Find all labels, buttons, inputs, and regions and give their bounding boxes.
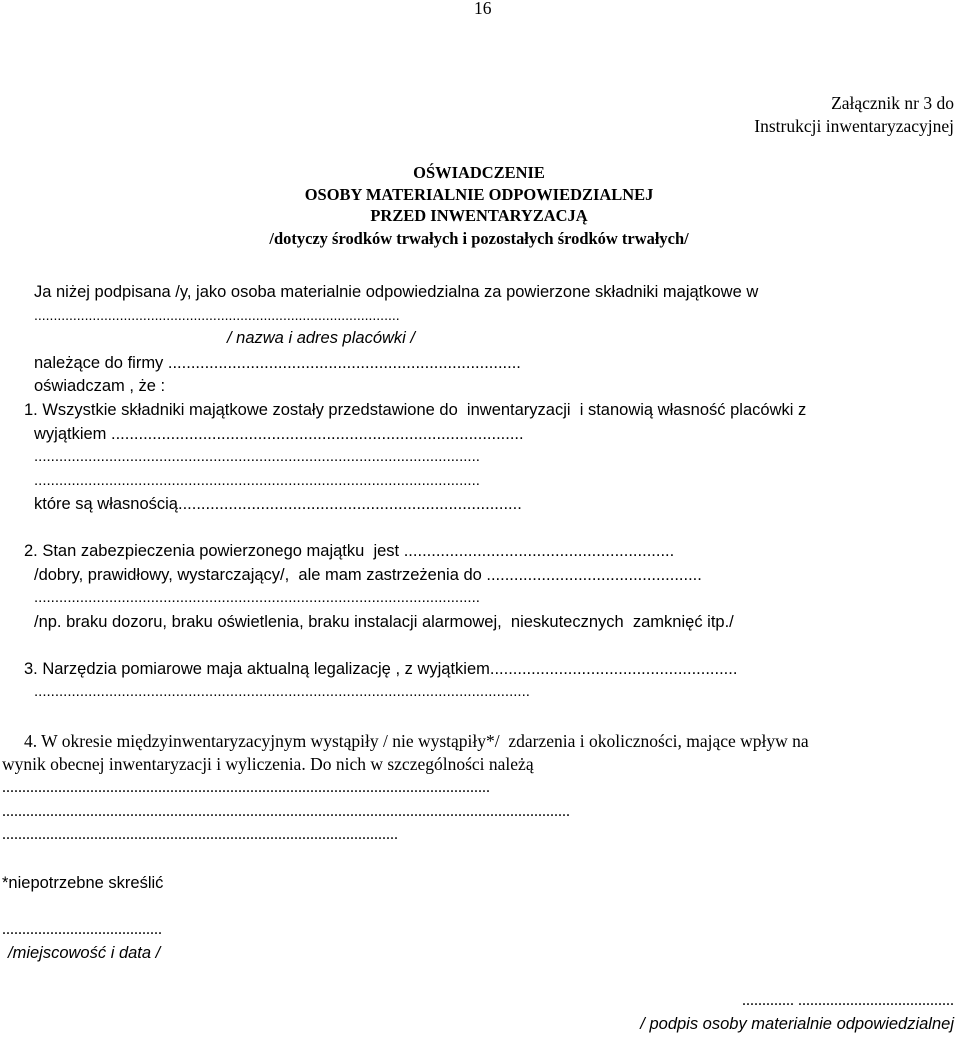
section-1-line-5: które są własnością........................................................................... <box>34 495 522 513</box>
section-1-line-3: ........................................................................................................... <box>34 448 480 465</box>
intro-line-2: .............................................................................................. <box>34 307 400 323</box>
signature-dots: ............. ....................................... <box>742 992 954 1009</box>
section-4-line-3: .......................................................................................................................... <box>2 779 490 796</box>
section-2-line-3: ........................................................................................................... <box>34 589 480 606</box>
section-4-line-1: 4. W okresie międzyinwentaryzacyjnym wystąpiły / nie wystąpiły*/ zdarzenia i okoliczności, mające wpływ na <box>24 731 809 751</box>
section-1-line-1: 1. Wszystkie składniki majątkowe zostały przedstawione do inwentaryzacji i stanowią własność placówki z <box>24 401 807 419</box>
page-number: 16 <box>474 0 492 18</box>
title-line-3: PRZED INWENTARYZACJĄ <box>370 206 588 225</box>
title-line-1: OŚWIADCZENIE <box>413 163 545 182</box>
title-line-4: /dotyczy środków trwałych i pozostałych środków trwałych/ <box>269 229 689 248</box>
intro-line-3: / nazwa i adres placówki / <box>227 329 416 347</box>
section-2-line-1: 2. Stan zabezpieczenia powierzonego majątku jest ........................................................... <box>24 542 675 560</box>
place-date-label: /miejscowość i data / <box>8 944 161 962</box>
title-line-2: OSOBY MATERIALNIE ODPOWIEDZIALNEJ <box>304 185 654 204</box>
footnote: *niepotrzebne skreślić <box>2 874 164 892</box>
section-4-line-4: .............................................................................................................................................. <box>2 803 570 820</box>
section-2-line-2: /dobry, prawidłowy, wystarczający/, ale mam zastrzeżenia do ............................................... <box>34 566 702 584</box>
intro-line-4: należące do firmy ............................................................................. <box>34 354 521 372</box>
section-4-line-5: ................................................................................................... <box>2 826 398 843</box>
section-1-line-2: wyjątkiem .......................................................................................... <box>34 425 524 443</box>
annex-line-1: Załącznik nr 3 do <box>831 93 954 113</box>
signature-label: / podpis osoby materialnie odpowiedzialnej <box>640 1015 954 1033</box>
section-3-line-1: 3. Narzędzia pomiarowe maja aktualną legalizację , z wyjątkiem...................................................... <box>24 660 738 678</box>
intro-line-1: Ja niżej podpisana /y, jako osoba materialnie odpowiedzialna za powierzone składniki majątkowe w <box>34 283 759 301</box>
section-2-line-4: /np. braku dozoru, braku oświetlenia, braku instalacji alarmowej, nieskutecznych zamknięć itp./ <box>34 613 734 631</box>
section-3-line-2: ....................................................................................................................... <box>34 683 530 700</box>
intro-line-5: oświadczam , że : <box>34 377 166 395</box>
section-1-line-4: ........................................................................................................... <box>34 472 480 489</box>
section-4-line-2: wynik obecnej inwentaryzacji i wyliczenia. Do nich w szczególności należą <box>2 754 534 774</box>
annex-line-2: Instrukcji inwentaryzacyjnej <box>754 116 954 136</box>
place-date-dots: ........................................ <box>2 921 162 938</box>
